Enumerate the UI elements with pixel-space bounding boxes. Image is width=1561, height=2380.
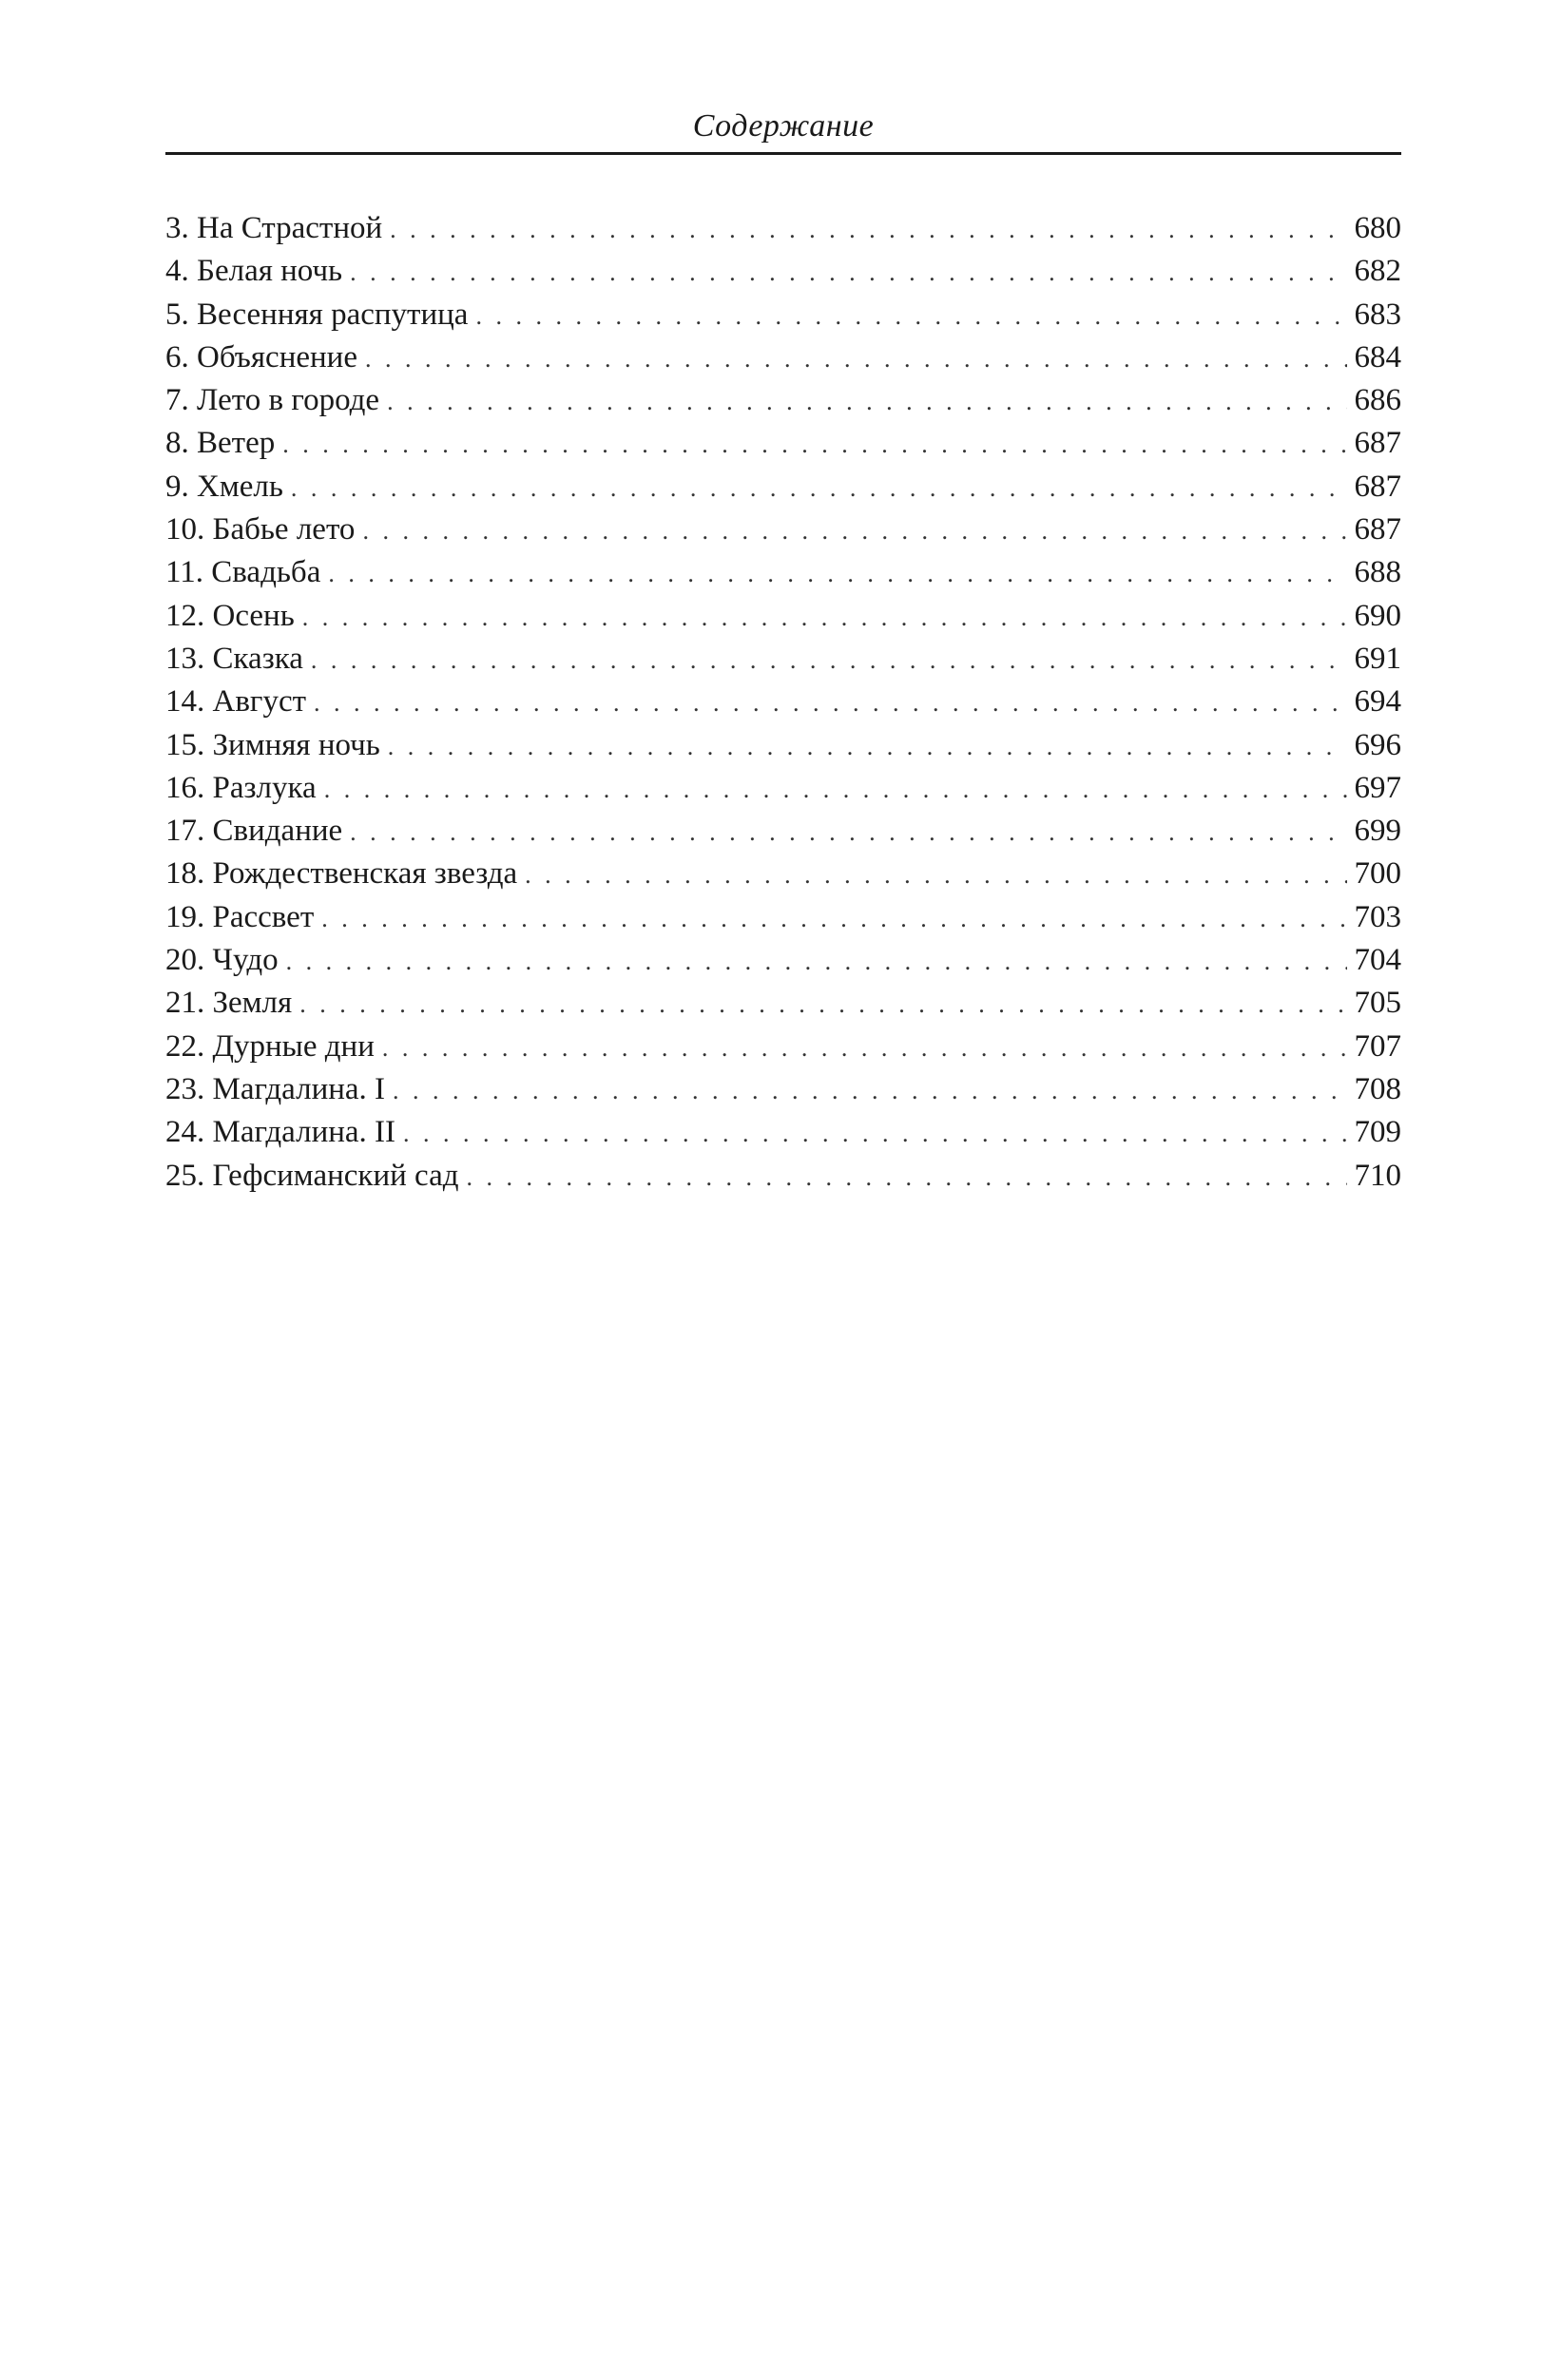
- toc-dot-leader: [387, 380, 1346, 423]
- toc-entry-page: 708: [1354, 1071, 1401, 1106]
- toc-dot-leader: [525, 854, 1346, 896]
- toc-entry-title: 25. Гефсиманский сад: [165, 1158, 459, 1193]
- toc-entry[interactable]: [165, 294, 1401, 336]
- toc-entry[interactable]: [165, 466, 1401, 509]
- toc-entry[interactable]: [165, 509, 1401, 551]
- toc-dot-leader: [403, 1112, 1346, 1155]
- toc-dot-leader: [299, 983, 1346, 1026]
- toc-entry[interactable]: [165, 422, 1401, 465]
- toc-entry[interactable]: [165, 853, 1401, 895]
- toc-dot-leader: [467, 1156, 1347, 1199]
- toc-entry[interactable]: [165, 207, 1401, 250]
- toc-entry-page: 691: [1354, 641, 1401, 676]
- running-head-title: Содержание: [692, 108, 875, 144]
- toc-entry-title: 13. Сказка: [165, 641, 303, 676]
- toc-dot-leader: [388, 725, 1347, 768]
- toc-entry[interactable]: [165, 896, 1401, 939]
- toc-entry[interactable]: [165, 681, 1401, 723]
- toc-entry[interactable]: [165, 336, 1401, 379]
- toc-entry-page: 696: [1354, 727, 1401, 762]
- toc-dot-leader: [311, 639, 1347, 681]
- toc-dot-leader: [286, 940, 1347, 983]
- toc-entry[interactable]: [165, 595, 1401, 638]
- toc-entry-title: 17. Свидание: [165, 814, 343, 849]
- toc-entry-title: 10. Бабье лето: [165, 512, 356, 547]
- toc-dot-leader: [390, 208, 1346, 251]
- toc-entry-title: 12. Осень: [165, 598, 295, 633]
- toc-entry-title: 3. На Страстной: [165, 211, 383, 245]
- toc-entry-page: 704: [1354, 943, 1401, 978]
- toc-entry[interactable]: [165, 250, 1401, 293]
- toc-entry[interactable]: [165, 551, 1401, 594]
- toc-entry-title: 19. Рассвет: [165, 899, 315, 934]
- toc-dot-leader: [282, 423, 1346, 466]
- toc-entry-page: 699: [1354, 814, 1401, 849]
- toc-entry-title: 4. Белая ночь: [165, 254, 343, 289]
- toc-entry-page: 683: [1354, 297, 1401, 332]
- toc-entry-page: 687: [1354, 469, 1401, 504]
- toc-entry-title: 21. Земля: [165, 986, 293, 1021]
- toc-entry[interactable]: [165, 1068, 1401, 1111]
- table-of-contents: [165, 207, 1401, 1198]
- toc-entry-page: 703: [1354, 899, 1401, 934]
- toc-dot-leader: [291, 467, 1347, 509]
- toc-entry-page: 694: [1354, 684, 1401, 720]
- toc-dot-leader: [350, 251, 1346, 294]
- toc-dot-leader: [324, 768, 1347, 811]
- toc-dot-leader: [328, 552, 1346, 595]
- toc-entry-title: 9. Хмель: [165, 469, 283, 504]
- toc-dot-leader: [362, 509, 1346, 552]
- toc-entry[interactable]: [165, 982, 1401, 1025]
- toc-entry[interactable]: [165, 638, 1401, 681]
- toc-dot-leader: [393, 1069, 1346, 1112]
- header-rule: [165, 152, 1401, 155]
- toc-entry[interactable]: [165, 810, 1401, 853]
- toc-dot-leader: [475, 295, 1346, 337]
- toc-entry-title: 8. Ветер: [165, 426, 276, 461]
- toc-entry-page: 687: [1354, 426, 1401, 461]
- toc-entry-page: 687: [1354, 512, 1401, 547]
- toc-entry-page: 682: [1354, 254, 1401, 289]
- toc-dot-leader: [321, 897, 1346, 940]
- toc-dot-leader: [350, 811, 1346, 854]
- toc-entry-page: 705: [1354, 986, 1401, 1021]
- toc-entry-title: 20. Чудо: [165, 943, 279, 978]
- toc-entry[interactable]: [165, 939, 1401, 982]
- toc-entry-title: 18. Рождественская звезда: [165, 856, 518, 892]
- toc-entry-page: 688: [1354, 555, 1401, 590]
- toc-entry-title: 22. Дурные дни: [165, 1028, 375, 1064]
- toc-entry[interactable]: [165, 1111, 1401, 1154]
- toc-entry-page: 686: [1354, 383, 1401, 418]
- toc-entry-page: 710: [1354, 1158, 1401, 1193]
- toc-dot-leader: [302, 596, 1347, 639]
- toc-entry[interactable]: [165, 1026, 1401, 1068]
- toc-entry[interactable]: [165, 767, 1401, 810]
- toc-entry-page: 680: [1354, 211, 1401, 245]
- toc-entry-title: 23. Магдалина. I: [165, 1071, 386, 1106]
- toc-entry[interactable]: [165, 1155, 1401, 1198]
- toc-entry-title: 11. Свадьба: [165, 555, 321, 590]
- toc-entry[interactable]: [165, 379, 1401, 422]
- toc-entry-page: 700: [1354, 856, 1401, 892]
- toc-entry-page: 697: [1354, 770, 1401, 805]
- toc-entry-title: 14. Август: [165, 684, 307, 720]
- toc-entry-page: 690: [1354, 598, 1401, 633]
- toc-dot-leader: [365, 337, 1347, 380]
- toc-dot-leader: [382, 1027, 1347, 1069]
- toc-entry[interactable]: [165, 724, 1401, 767]
- toc-entry-title: 15. Зимняя ночь: [165, 727, 380, 762]
- toc-entry-title: 16. Разлука: [165, 770, 317, 805]
- toc-entry-title: 5. Весенняя распутица: [165, 297, 469, 332]
- toc-entry-title: 7. Лето в городе: [165, 383, 380, 418]
- toc-entry-page: 709: [1354, 1115, 1401, 1150]
- toc-entry-title: 6. Объяснение: [165, 339, 357, 374]
- toc-dot-leader: [314, 681, 1346, 724]
- toc-entry-page: 707: [1354, 1028, 1401, 1064]
- toc-entry-title: 24. Магдалина. II: [165, 1115, 396, 1150]
- toc-entry-page: 684: [1354, 339, 1401, 374]
